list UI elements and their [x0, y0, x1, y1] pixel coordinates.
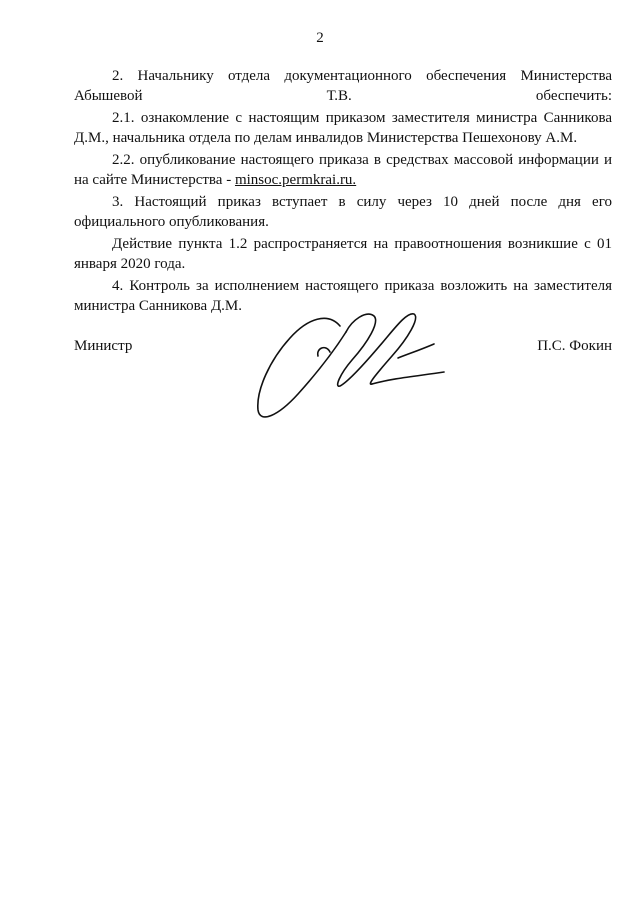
paragraph-3: 3. Настоящий приказ вступает в силу через 10 дней после дня его официального опубликования.	[74, 194, 612, 230]
paragraph-2-2-text: 2.2. опубликование настоящего приказа в средствах массовой информации и на сайте Министерства -	[74, 152, 612, 188]
paragraph-4: 4. Контроль за исполнением настоящего приказа возложить на заместителя министра Санникова Д.М.	[74, 278, 612, 314]
paragraph-2-1: 2.1. ознакомление с настоящим приказом заместителя министра Санникова Д.М., начальника отдела по делам инвалидов Министерства Пешехонову А.М.	[74, 110, 612, 146]
document-body	[74, 66, 612, 318]
paragraph-2: 2. Начальнику отдела документационного обеспечения Министерства Абышевой Т.В. обеспечить:	[74, 68, 612, 104]
signer-title: Министр	[74, 338, 133, 354]
paragraph-2-2	[74, 150, 612, 190]
handwritten-signature	[248, 298, 448, 428]
signer-name: П.С. Фокин	[537, 338, 612, 354]
ministry-site-link[interactable]: minsoc.permkrai.ru.	[234, 172, 357, 188]
paragraph-effect: Действие пункта 1.2 распространяется на правоотношения возникшие с 01 января 2020 года.	[74, 236, 612, 272]
page-number: 2	[316, 30, 324, 46]
